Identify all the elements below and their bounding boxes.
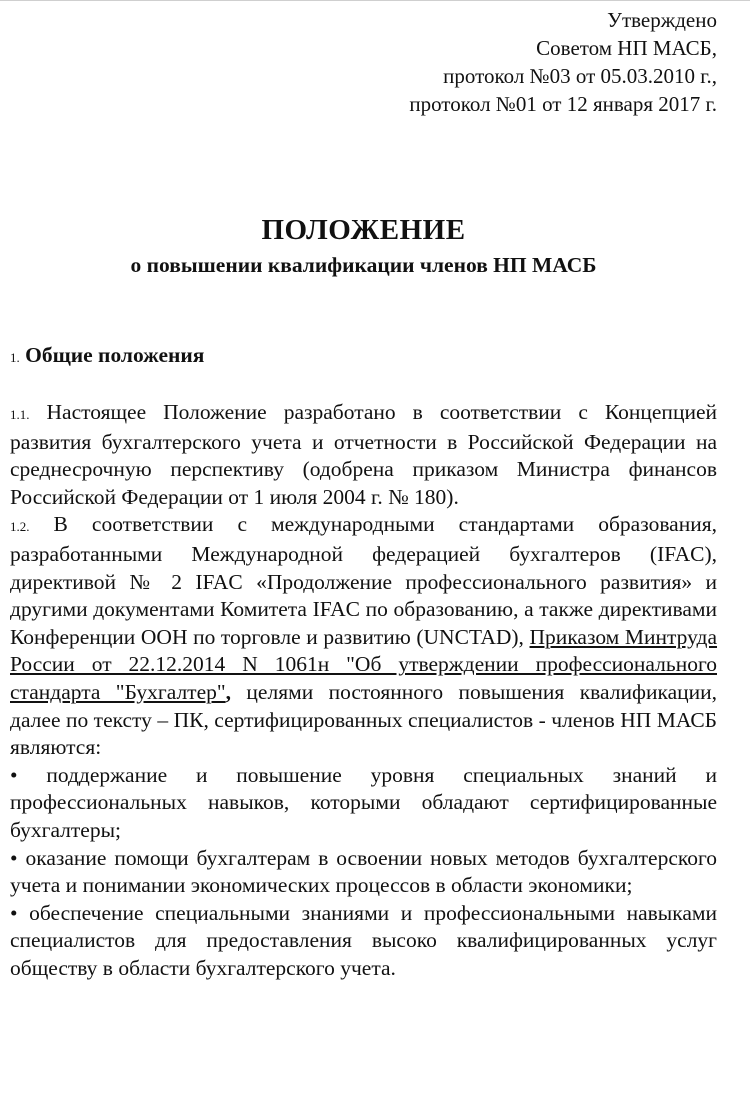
approval-line-protocol-2010: протокол №03 от 05.03.2010 г., — [443, 64, 717, 88]
top-border — [0, 0, 750, 1]
approval-line-protocol-2017: протокол №01 от 12 января 2017 г. — [409, 92, 717, 116]
document-body — [10, 399, 717, 982]
section-title: Общие положения — [25, 343, 205, 367]
paragraph-number: 1.1. — [10, 407, 30, 422]
bullet-text: оказание помощи бухгалтерам в освоении новых методов бухгалтерского учета и понимании экономических процессов в области экономики; — [10, 845, 717, 898]
order-link[interactable]: Приказом Минтруда России от 22.12.2014 N 1061н "Об утверждении профессионального стандарта "Бухгалтер" — [10, 624, 718, 704]
bullet-icon: • — [10, 762, 18, 787]
bullet-item — [10, 762, 717, 845]
paragraph-text-intro: В соответствии с международными стандартами образования, разработанными Международной федерацией бухгалтеров (IFAC), директивой № 2 IFAC «Продолжение профессионального развития» и другими документами Комитета IFAC по образованию, а также директивами Конференции ООН по торговле и развитию (UNCTAD), — [10, 512, 718, 649]
bullet-item — [10, 900, 717, 983]
bullet-text: обеспечение специальными знаниями и профессиональными навыками специалистов для предоставления высоко квалифицированных услуг обществу в области бухгалтерского учета. — [10, 900, 717, 980]
bold-comma: , — [225, 679, 232, 704]
bullet-icon: • — [10, 845, 18, 870]
document-title: ПОЛОЖЕНИЕ — [261, 214, 466, 246]
document-subtitle: о повышении квалификации членов НП МАСБ — [130, 253, 597, 277]
approval-line-council: Советом НП МАСБ, — [536, 36, 717, 60]
paragraph-number: 1.2. — [10, 519, 30, 535]
paragraph-1-2 — [10, 511, 717, 761]
approval-block — [409, 6, 717, 118]
paragraph-text: Настоящее Положение разработано в соответствии с Концепцией развития бухгалтерского учета и отчетности в Российской Федерации на среднесрочную перспективу (одобрена приказом Министра финансов Российской Федерации от 1 июля 2004 г. № 180). — [10, 400, 718, 509]
approval-line-approved: Утверждено — [607, 8, 717, 32]
bullet-text: поддержание и повышение уровня специальных знаний и профессиональных навыков, которыми обладают сертифицированные бухгалтеры; — [10, 762, 718, 842]
section-heading — [10, 340, 204, 373]
paragraph-text-goals: целями постоянного повышения квалификации, далее по тексту – ПК, сертифицированных специалистов - членов НП МАСБ являются: — [10, 679, 718, 760]
bullet-item — [10, 845, 717, 900]
bullet-icon: • — [10, 900, 18, 925]
section-number: 1. — [10, 350, 20, 365]
paragraph-1-1 — [10, 399, 717, 511]
